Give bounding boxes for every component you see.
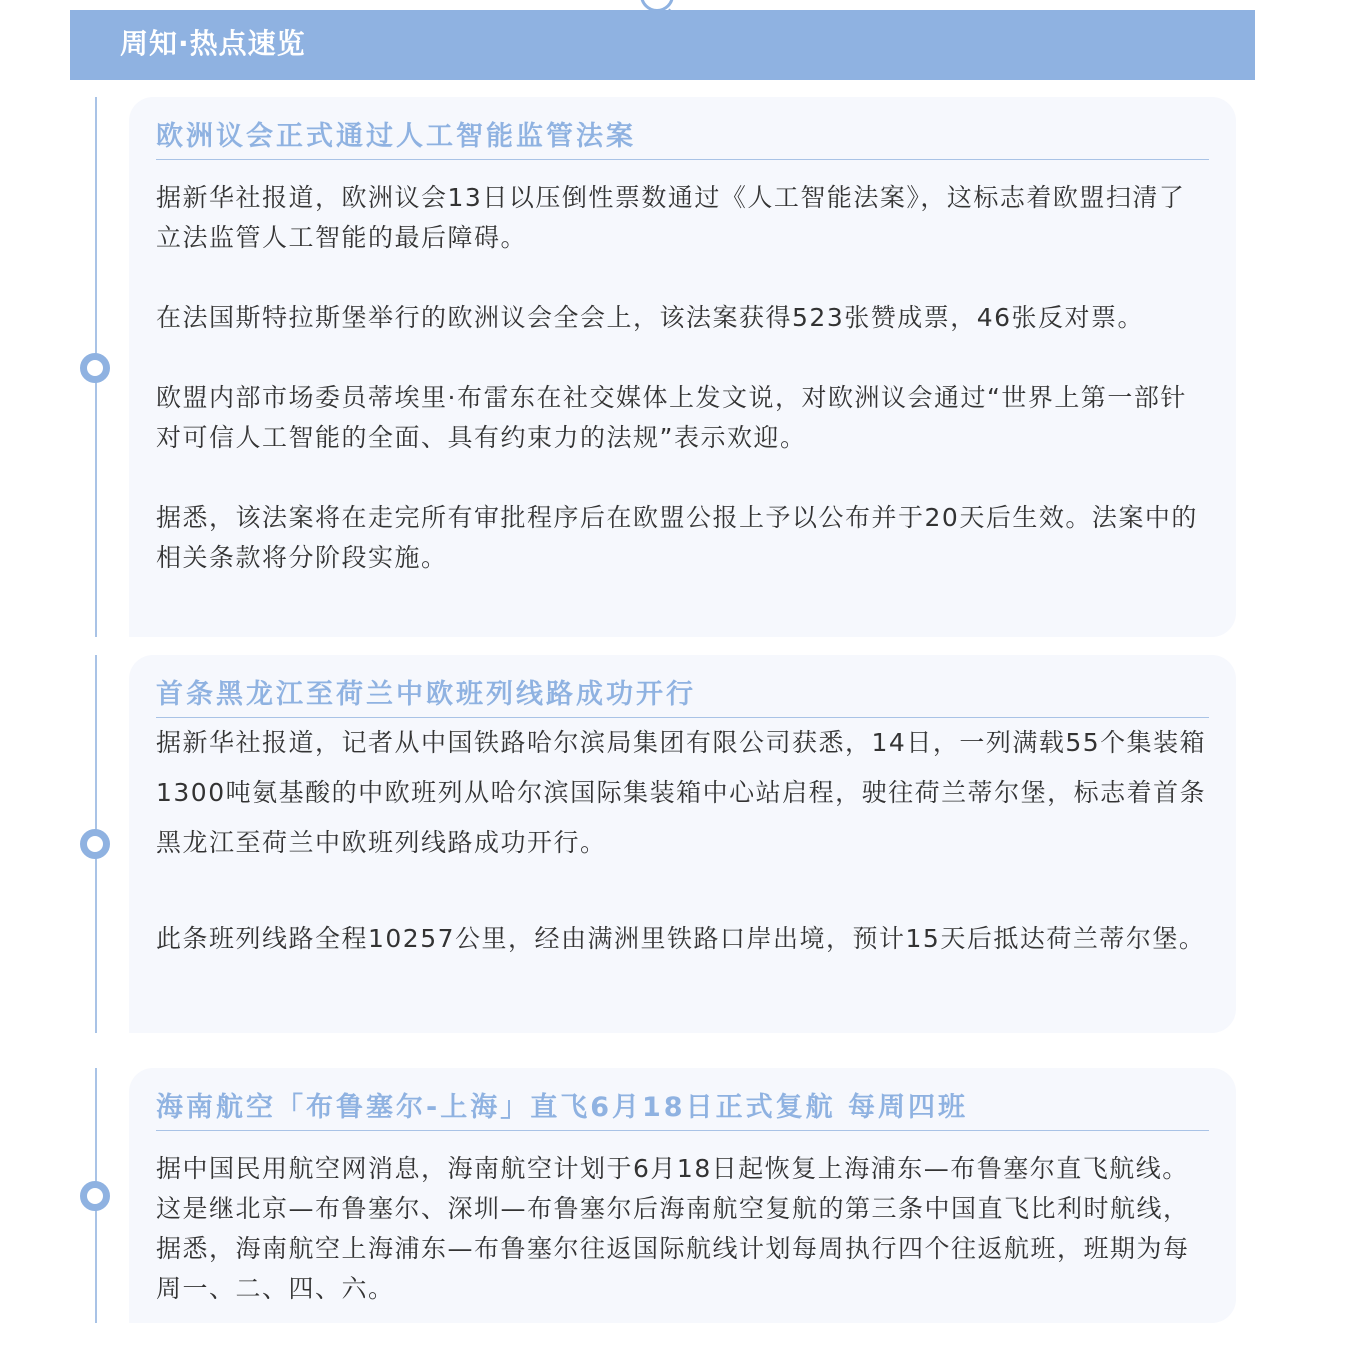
timeline-dot [80, 1181, 110, 1211]
news-paragraph: 此条班列线路全程10257公里，经由满洲里铁路口岸出境，预计15天后抵达荷兰蒂尔堡。 [156, 924, 1206, 953]
news-card [129, 97, 1236, 637]
news-card [129, 1068, 1236, 1323]
news-paragraph: 在法国斯特拉斯堡举行的欧洲议会全会上，该法案获得523张赞成票，46张反对票。 [156, 303, 1145, 332]
news-title: 首条黑龙江至荷兰中欧班列线路成功开行 [156, 673, 1209, 718]
news-paragraph: 欧盟内部市场委员蒂埃里·布雷东在社交媒体上发文说，对欧洲议会通过“世界上第一部针对可信人工智能的全面、具有约束力的法规”表示欢迎。 [156, 383, 1187, 452]
news-paragraph: 据新华社报道，欧洲议会13日以压倒性票数通过《人工智能法案》，这标志着欧盟扫清了立法监管人工智能的最后障碍。 [156, 183, 1186, 252]
news-card [129, 655, 1236, 1033]
news-paragraph: 据新华社报道，记者从中国铁路哈尔滨局集团有限公司获悉，14日，一列满载55个集装箱1300吨氨基酸的中欧班列从哈尔滨国际集装箱中心站启程，驶往荷兰蒂尔堡，标志着首条黑龙江至荷兰中欧班列线路成功开行。 [156, 728, 1207, 857]
timeline-dot [80, 353, 110, 383]
news-title: 欧洲议会正式通过人工智能监管法案 [156, 115, 1209, 160]
section-title: 周知·热点速览 [120, 27, 306, 60]
timeline-dot [80, 829, 110, 859]
news-paragraph: 据悉，该法案将在走完所有审批程序后在欧盟公报上予以公布并于20天后生效。法案中的相关条款将分阶段实施。 [156, 503, 1198, 572]
news-paragraph: 据中国民用航空网消息，海南航空计划于6月18日起恢复上海浦东—布鲁塞尔直飞航线。这是继北京—布鲁塞尔、深圳—布鲁塞尔后海南航空复航的第三条中国直飞比利时航线，据悉，海南航空上海浦东—布鲁塞尔往返国际航线计划每周执行四个往返航班，班期为每周一、二、四、六。 [156, 1154, 1190, 1303]
news-title: 海南航空「布鲁塞尔-上海」直飞6月18日正式复航 每周四班 [156, 1086, 1209, 1131]
